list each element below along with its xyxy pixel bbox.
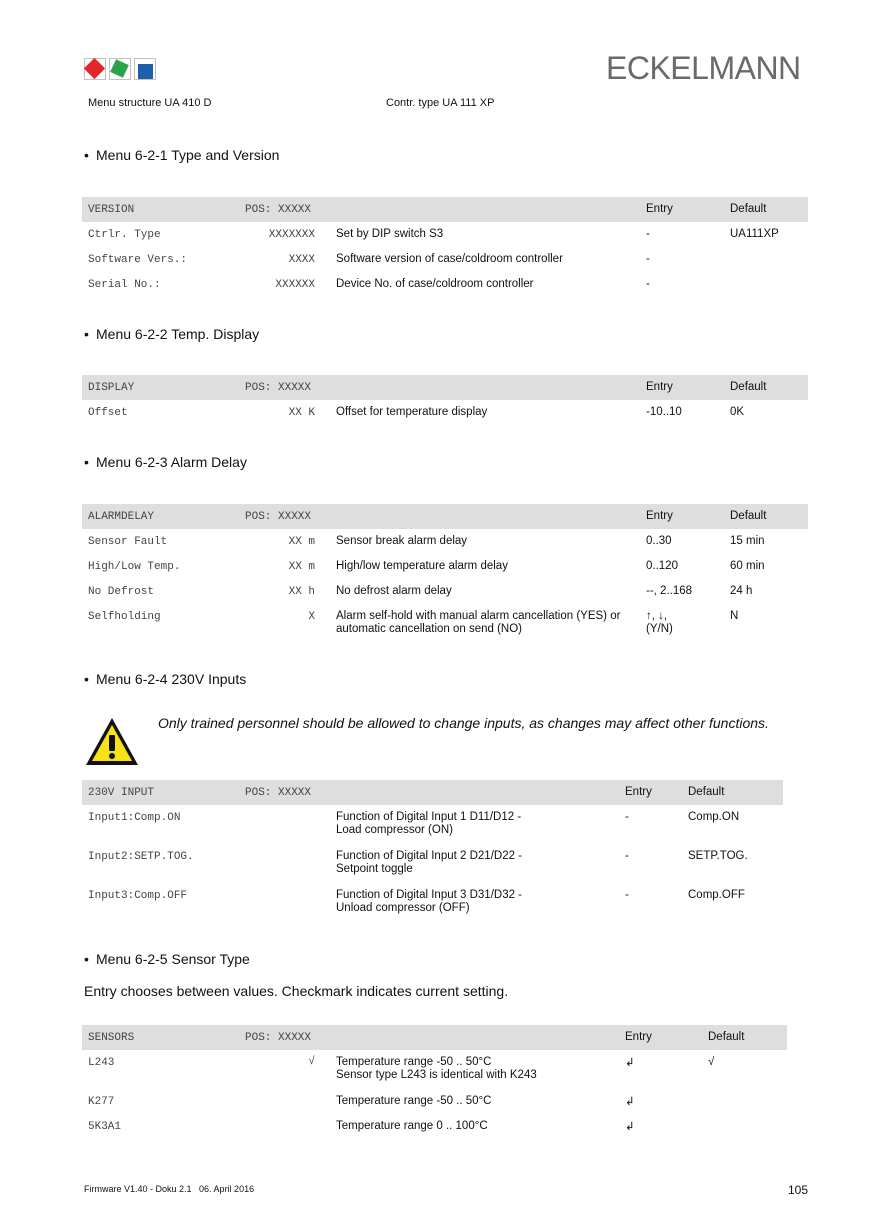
row-default: SETP.TOG.: [688, 850, 748, 862]
row-entry: -10..10: [646, 406, 682, 418]
table-header: [82, 504, 808, 529]
row-entry: -: [646, 228, 650, 240]
row-value: XXXXXX: [275, 279, 315, 291]
table-header: [82, 1025, 787, 1050]
enter-icon: ↲: [625, 1096, 635, 1108]
row-default: 24 h: [730, 585, 753, 597]
section-heading: [84, 951, 250, 967]
row-entry: -: [625, 850, 629, 862]
row-name: High/Low Temp.: [88, 561, 181, 573]
row-name: K277: [88, 1096, 115, 1108]
row-default: N: [730, 610, 739, 622]
row-default: Comp.ON: [688, 811, 740, 823]
row-name: L243: [88, 1057, 115, 1069]
row-name: Sensor Fault: [88, 536, 168, 548]
col-entry-header: Entry: [625, 1031, 652, 1043]
col-pos-header: POS: XXXXX: [245, 204, 312, 216]
row-desc: Unload compressor (OFF): [336, 902, 470, 914]
section-intro: Entry chooses between values. Checkmark indicates current setting.: [84, 983, 509, 999]
brand-name: ECKELMANN: [606, 50, 801, 86]
col-pos-header: POS: XXXXX: [245, 1032, 312, 1044]
col-pos-header: POS: XXXXX: [245, 382, 312, 394]
footer-info: Firmware V1.40 - Doku 2.1 06. April 2016: [84, 1184, 255, 1194]
row-desc: Temperature range -50 .. 50°C: [336, 1056, 492, 1068]
row-desc: No defrost alarm delay: [336, 585, 452, 597]
header-left-label: Menu structure UA 410 D: [88, 97, 212, 109]
section-heading: [84, 326, 259, 342]
row-default: Comp.OFF: [688, 889, 745, 901]
row-name: Offset: [88, 407, 128, 419]
warning-triangle-icon: [84, 716, 140, 768]
row-entry: (Y/N): [646, 623, 673, 635]
row-default: 15 min: [730, 535, 765, 547]
col-default-header: Default: [708, 1031, 745, 1043]
row-value: XX K: [288, 407, 315, 419]
row-desc: Temperature range 0 .. 100°C: [336, 1120, 488, 1132]
col-entry-header: Entry: [646, 510, 673, 522]
row-desc: automatic cancellation on send (NO): [336, 623, 523, 635]
table-header: [82, 197, 808, 222]
bullet-icon: •: [84, 454, 89, 470]
row-desc: Alarm self-hold with manual alarm cancellation (YES) or: [336, 610, 621, 622]
col-name-header: ALARMDELAY: [88, 511, 155, 523]
row-desc: Sensor type L243 is identical with K243: [336, 1069, 537, 1081]
bullet-icon: •: [84, 147, 89, 163]
row-desc: Load compressor (ON): [336, 824, 453, 836]
col-entry-header: Entry: [625, 786, 652, 798]
col-default-header: Default: [730, 203, 767, 215]
enter-icon: ↲: [625, 1121, 635, 1133]
row-value: XX m: [288, 536, 315, 548]
table-header: [82, 375, 808, 400]
table-header: [82, 780, 783, 805]
col-name-header: SENSORS: [88, 1032, 135, 1044]
col-pos-header: POS: XXXXX: [245, 511, 312, 523]
checkmark-icon: √: [708, 1056, 715, 1068]
section-title: Menu 6-2-4 230V Inputs: [96, 671, 247, 687]
col-name-header: DISPLAY: [88, 382, 135, 394]
warning-text: Only trained personnel should be allowed to change inputs, as changes may affect other functions.: [158, 715, 769, 731]
section-title: Menu 6-2-1 Type and Version: [96, 147, 280, 163]
row-value: XXXXXXX: [268, 229, 315, 241]
row-desc: Function of Digital Input 3 D31/D32 -: [336, 889, 523, 901]
row-default: 60 min: [730, 560, 765, 572]
row-desc: Offset for temperature display: [336, 406, 488, 418]
row-name: Input3:Comp.OFF: [88, 890, 188, 902]
section-heading: [84, 454, 247, 470]
row-value: XX h: [288, 586, 315, 598]
section-title: Menu 6-2-2 Temp. Display: [96, 326, 260, 342]
row-value: XXXX: [288, 254, 315, 266]
bullet-icon: •: [84, 326, 89, 342]
row-name: Serial No.:: [88, 279, 161, 291]
row-desc: Function of Digital Input 2 D21/D22 -: [336, 850, 523, 862]
row-desc: Set by DIP switch S3: [336, 228, 444, 240]
row-name: Ctrlr. Type: [88, 229, 161, 241]
section-heading: [84, 671, 246, 687]
bullet-icon: •: [84, 951, 89, 967]
row-name: No Defrost: [88, 586, 155, 598]
col-name-header: VERSION: [88, 204, 135, 216]
row-entry: 0..120: [646, 560, 678, 572]
col-default-header: Default: [730, 510, 767, 522]
col-default-header: Default: [688, 786, 725, 798]
section-title: Menu 6-2-5 Sensor Type: [96, 951, 250, 967]
row-desc: High/low temperature alarm delay: [336, 560, 508, 572]
row-name: Input1:Comp.ON: [88, 812, 181, 824]
row-name: 5K3A1: [88, 1121, 122, 1133]
bullet-icon: •: [84, 671, 89, 687]
row-default: 0K: [730, 406, 745, 418]
row-value: XX m: [288, 561, 315, 573]
row-desc: Function of Digital Input 1 D11/D12 -: [336, 811, 522, 823]
company-logo: [84, 58, 156, 82]
row-name: Input2:SETP.TOG.: [88, 851, 194, 863]
row-default: UA111XP: [730, 228, 779, 240]
enter-icon: ↲: [625, 1057, 635, 1069]
row-name: Selfholding: [88, 611, 161, 623]
row-entry: -: [625, 811, 629, 823]
col-entry-header: Entry: [646, 203, 673, 215]
col-entry-header: Entry: [646, 381, 673, 393]
row-desc: Temperature range -50 .. 50°C: [336, 1095, 492, 1107]
page-number: 105: [788, 1183, 809, 1197]
row-desc: Setpoint toggle: [336, 863, 413, 875]
col-name-header: 230V INPUT: [88, 787, 155, 799]
row-value: X: [308, 611, 315, 623]
col-default-header: Default: [730, 381, 767, 393]
row-entry: -: [625, 889, 629, 901]
row-entry: -: [646, 253, 650, 265]
row-name: Software Vers.:: [88, 254, 188, 266]
header-right-label: Contr. type UA 111 XP: [386, 97, 495, 109]
section-title: Menu 6-2-3 Alarm Delay: [96, 454, 247, 470]
row-desc: Device No. of case/coldroom controller: [336, 278, 534, 290]
row-entry: ↑, ↓,: [646, 610, 668, 622]
row-entry: --, 2..168: [646, 585, 693, 597]
section-heading: [84, 147, 279, 163]
col-pos-header: POS: XXXXX: [245, 787, 312, 799]
row-desc: Sensor break alarm delay: [336, 535, 468, 547]
row-entry: -: [646, 278, 650, 290]
checkmark-icon: √: [308, 1056, 315, 1068]
row-desc: Software version of case/coldroom controller: [336, 253, 563, 265]
row-entry: 0..30: [646, 535, 672, 547]
